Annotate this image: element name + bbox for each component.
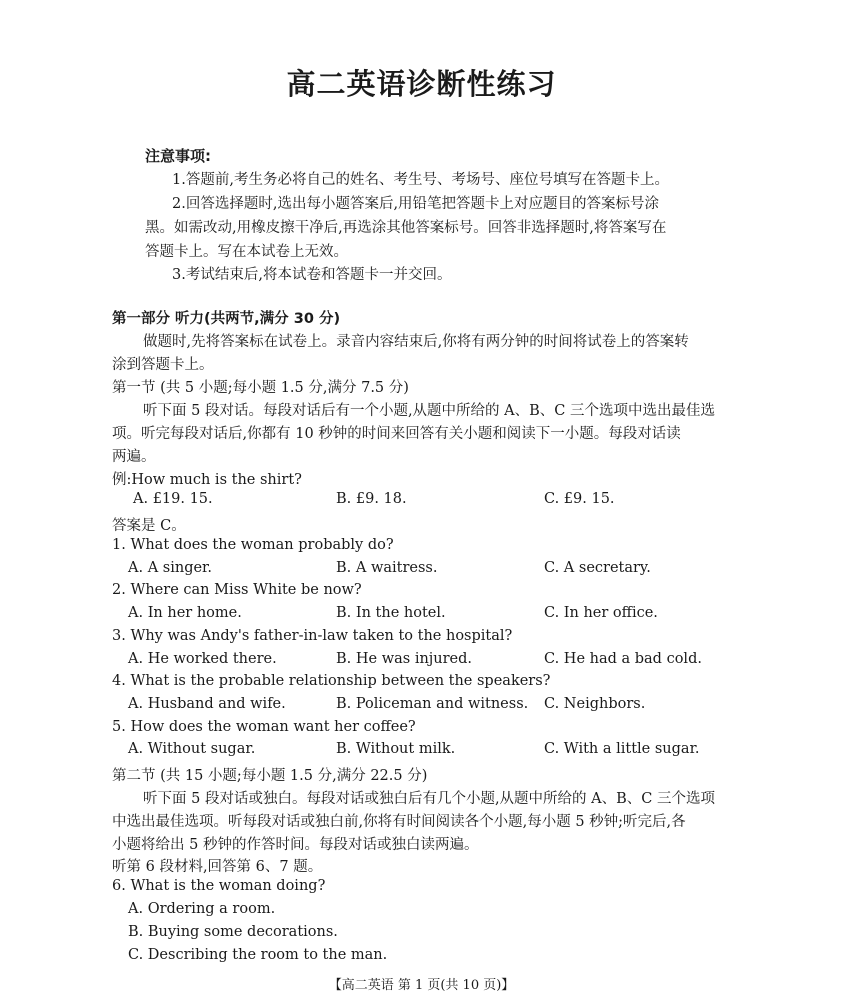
section2-heading: 第二节 (共 15 小题;每小题 1.5 分,满分 22.5 分) (112, 768, 428, 784)
question-6: 6. What is the woman doing? (112, 878, 326, 894)
notice-heading: 注意事项: (145, 147, 211, 165)
question-3-option-a: A. He worked there. (128, 651, 277, 667)
question-6-option-b: B. Buying some decorations. (128, 924, 338, 940)
question-3-option-c: C. He had a bad cold. (544, 651, 702, 667)
question-2: 2. Where can Miss White be now? (112, 582, 362, 598)
example-option-a: A. £19. 15. (133, 491, 213, 507)
page-footer: 【高二英语 第 1 页(共 10 页)】 (328, 978, 515, 993)
question-5-option-c: C. With a little sugar. (544, 741, 700, 757)
question-4-option-b: B. Policeman and witness. (336, 696, 529, 712)
example-option-b: B. £9. 18. (336, 491, 407, 507)
question-2-option-b: B. In the hotel. (336, 605, 446, 621)
notice-item-3: 3.考试结束后,将本试卷和答题卡一并交回。 (172, 267, 452, 283)
question-4: 4. What is the probable relationship between the speakers? (112, 673, 551, 689)
question-2-option-a: A. In her home. (128, 605, 242, 621)
question-1-option-b: B. A waitress. (336, 560, 438, 576)
question-4-option-a: A. Husband and wife. (128, 696, 286, 712)
example-option-c: C. £9. 15. (544, 491, 615, 507)
question-3-option-b: B. He was injured. (336, 651, 473, 667)
question-1-option-c: C. A secretary. (544, 560, 651, 576)
question-4-option-c: C. Neighbors. (544, 696, 646, 712)
part1-intro-line-1: 做题时,先将答案标在试卷上。录音内容结束后,你将有两分钟的时间将试卷上的答案转 (143, 334, 689, 350)
section1-heading: 第一节 (共 5 小题;每小题 1.5 分,满分 7.5 分) (112, 380, 409, 396)
section1-intro-line-1: 听下面 5 段对话。每段对话后有一个小题,从题中所给的 A、B、C 三个选项中选出最佳选 (143, 403, 715, 419)
notice-item-2-line-3: 答题卡上。写在本试卷上无效。 (145, 244, 348, 260)
notice-item-1: 1.答题前,考生务必将自己的姓名、考生号、考场号、座位号填写在答题卡上。 (172, 172, 669, 188)
example-answer: 答案是 C。 (112, 518, 186, 534)
question-6-option-a: A. Ordering a room. (128, 901, 276, 917)
example-question: 例:How much is the shirt? (112, 472, 302, 488)
question-1-option-a: A. A singer. (128, 560, 212, 576)
section1-intro-line-3: 两遍。 (112, 449, 156, 465)
question-6-option-c: C. Describing the room to the man. (128, 947, 388, 963)
section2-material: 听第 6 段材料,回答第 6、7 题。 (112, 859, 323, 875)
notice-item-2-line-2: 黑。如需改动,用橡皮擦干净后,再选涂其他答案标号。回答非选择题时,将答案写在 (145, 220, 667, 236)
notice-item-2-line-1: 2.回答选择题时,选出每小题答案后,用铅笔把答题卡上对应题目的答案标号涂 (172, 196, 660, 212)
page-title: 高二英语诊断性练习 (286, 67, 557, 101)
section2-intro-line-2: 中选出最佳选项。听每段对话或独白前,你将有时间阅读各个小题,每小题 5 秒钟;听完后,各 (112, 814, 686, 830)
question-3: 3. Why was Andy's father-in-law taken to the hospital? (112, 628, 513, 644)
question-2-option-c: C. In her office. (544, 605, 658, 621)
section1-intro-line-2: 项。听完每段对话后,你都有 10 秒钟的时间来回答有关小题和阅读下一小题。每段对话读 (112, 426, 681, 442)
section2-intro-line-3: 小题将给出 5 秒钟的作答时间。每段对话或独白读两遍。 (112, 837, 479, 853)
part1-intro-line-2: 涂到答题卡上。 (112, 357, 214, 373)
question-5: 5. How does the woman want her coffee? (112, 719, 416, 735)
section2-intro-line-1: 听下面 5 段对话或独白。每段对话或独白后有几个小题,从题中所给的 A、B、C 三个选项 (143, 791, 715, 807)
question-1: 1. What does the woman probably do? (112, 537, 394, 553)
part1-heading: 第一部分 听力(共两节,满分 30 分) (112, 311, 341, 327)
question-5-option-a: A. Without sugar. (128, 741, 256, 757)
question-5-option-b: B. Without milk. (336, 741, 456, 757)
